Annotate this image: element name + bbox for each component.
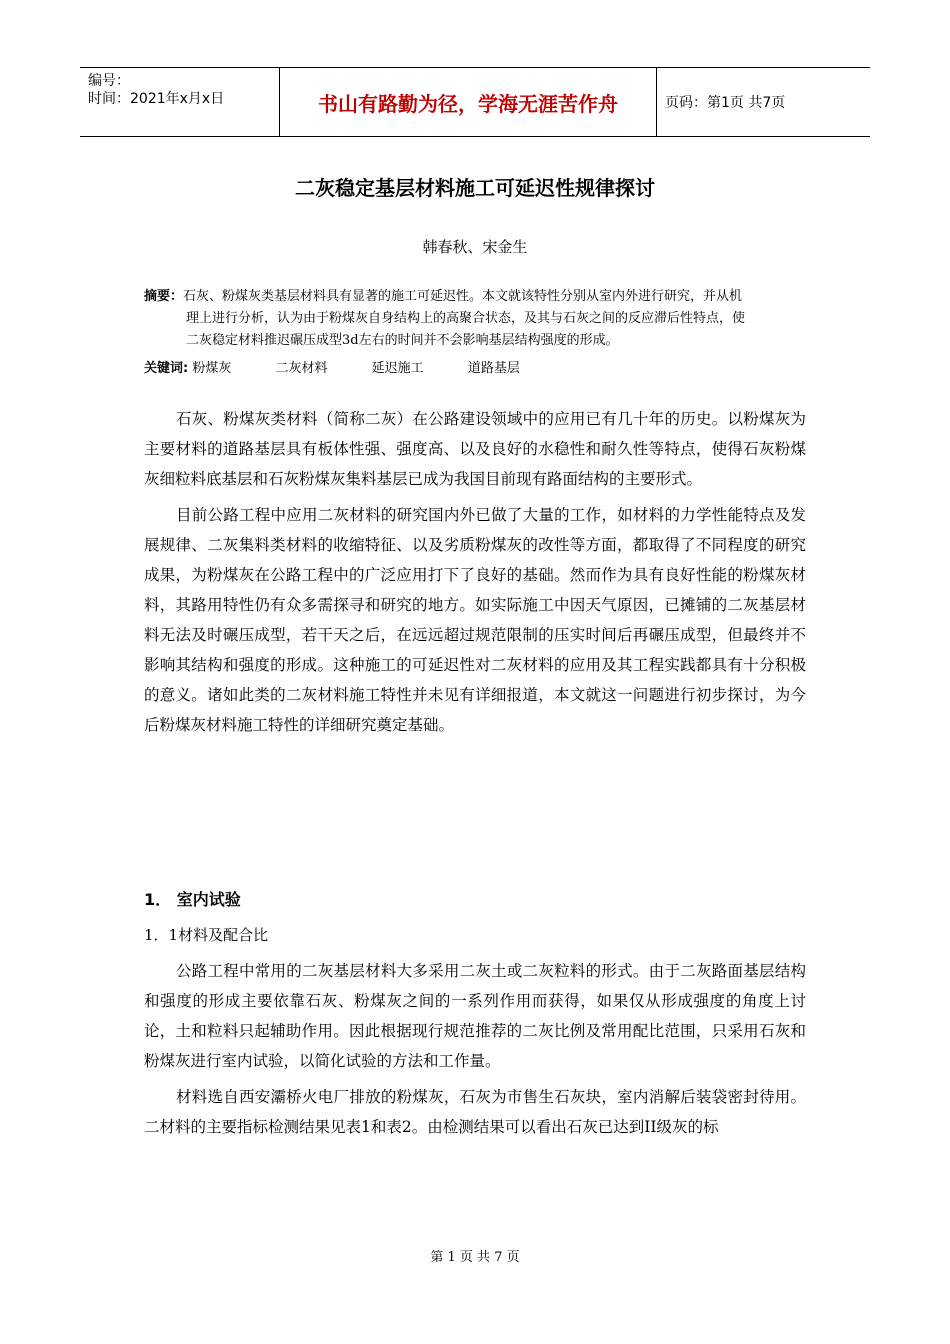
header-slogan: 书山有路勤为径，学海无涯苦作舟 (280, 68, 657, 136)
abstract-text-2: 理上进行分析，认为由于粉煤灰自身结构上的高聚合状态，及其与石灰之间的反应滞后性特点，使 (186, 311, 746, 326)
paragraph-4: 材料选自西安灞桥火电厂排放的粉煤灰，石灰为市售生石灰块，室内消解后装袋密封待用。二材料的主要指标检测结果见表1和表2。由检测结果可以看出石灰已达到II级灰的标 (144, 1088, 806, 1136)
header-time: 时间：2021年x月x日 (88, 91, 225, 107)
abstract-label: 摘要： (144, 289, 184, 304)
body-intro (144, 404, 806, 740)
document-header (80, 67, 870, 137)
paragraph-1: 石灰、粉煤灰类材料（简称二灰）在公路建设领域中的应用已有几十年的历史。以粉煤灰为主要材料的道路基层具有板体性强、强度高、以及良好的水稳性和耐久性等特点，使得石灰粉煤灰细粒料底基层和石灰粉煤灰集料基层已成为我国目前现有路面结构的主要形式。 (144, 410, 806, 488)
keyword-item: 道路基层 (467, 361, 520, 376)
keywords-label: 关键词: (144, 361, 189, 376)
keyword-item: 二灰材料 (275, 361, 328, 376)
keywords (144, 358, 560, 380)
paper-authors: 韩春秋、宋金生 (422, 238, 528, 256)
header-number: 编号： (88, 73, 130, 89)
keyword-item: 粉煤灰 (192, 361, 232, 376)
keyword-item: 延迟施工 (371, 361, 424, 376)
subsection-heading: 1．1材料及配合比 (144, 926, 269, 944)
abstract (144, 286, 814, 352)
header-page-info: 页码：第1页 共7页 (665, 95, 786, 111)
abstract-text-3: 二灰稳定材料推迟碾压成型3d左右的时间并不会影响基层结构强度的形成。 (186, 333, 619, 348)
paper-title: 二灰稳定基层材料施工可延迟性规律探讨 (295, 176, 655, 200)
paragraph-2: 目前公路工程中应用二灰材料的研究国内外已做了大量的工作，如材料的力学性能特点及发展规律、二灰集料类材料的收缩特征、以及劣质粉煤灰的改性等方面，都取得了不同程度的研究成果，为粉煤灰在公路工程中的广泛应用打下了良好的基础。然而作为具有良好性能的粉煤灰材料，其路用特性仍有众多需探寻和研究的地方。如实际施工中因天气原因，已摊铺的二灰基层材料无法及时碾压成型，若干天之后，在远远超过规范限制的压实时间后再碾压成型，但最终并不影响其结构和强度的形成。这种施工的可延迟性对二灰材料的应用及其工程实践都具有十分积极的意义。诸如此类的二灰材料施工特性并未见有详细报道，本文就这一问题进行初步探讨，为今后粉煤灰材料施工特性的详细研究奠定基础。 (144, 506, 806, 734)
abstract-text-1: 石灰、粉煤灰类基层材料具有显著的施工可延迟性。本文就该特性分别从室内外进行研究，并从机 (183, 289, 743, 304)
header-meta (80, 68, 280, 136)
body-section1 (144, 956, 806, 1142)
section-heading: 1． 室内试验 (144, 890, 241, 909)
abstract-line-1 (144, 286, 814, 308)
paragraph-3: 公路工程中常用的二灰基层材料大多采用二灰土或二灰粒料的形式。由于二灰路面基层结构和强度的形成主要依靠石灰、粉煤灰之间的一系列作用而获得，如果仅从形成强度的角度上讨论，土和粒料只起辅助作用。因此根据现行规范推荐的二灰比例及常用配比范围，只采用石灰和粉煤灰进行室内试验，以简化试验的方法和工作量。 (144, 962, 806, 1070)
page-footer: 第 1 页 共 7 页 (430, 1250, 520, 1265)
